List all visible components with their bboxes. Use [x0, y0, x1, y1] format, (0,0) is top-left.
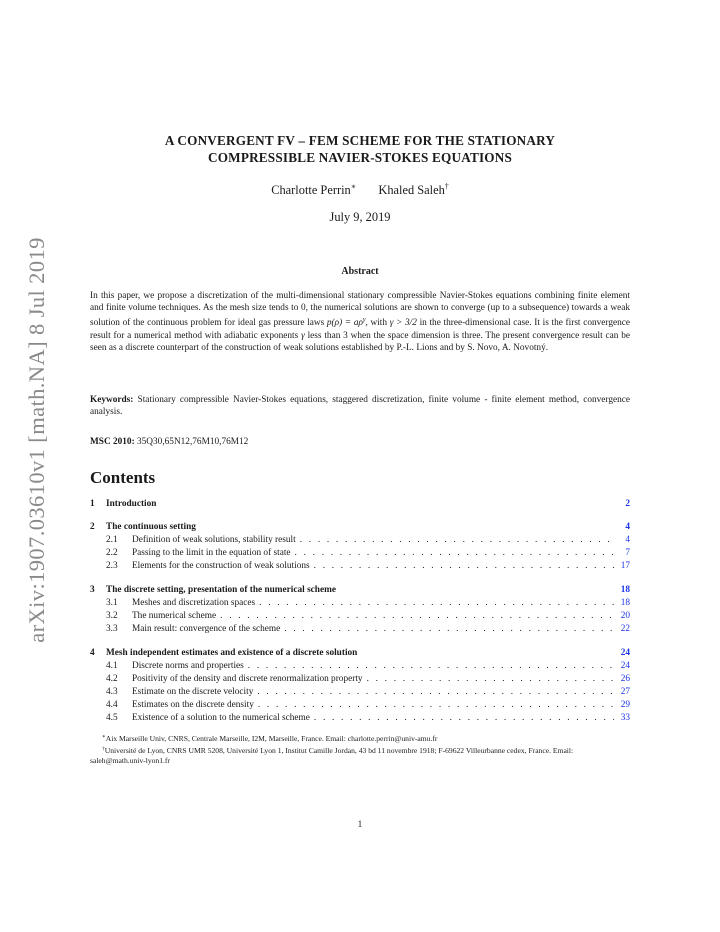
- footnote: [90, 732, 630, 744]
- toc-page-link[interactable]: 18: [620, 598, 630, 608]
- toc-subsection[interactable]: [90, 597, 630, 609]
- toc-subsection[interactable]: [90, 660, 630, 672]
- toc-leader-dots: [248, 660, 614, 672]
- toc-subsection-title: Discrete norms and properties: [132, 661, 244, 671]
- footnote-text: Aix Marseille Univ, CNRS, Centrale Marseille, I2M, Marseille, France. Email: charlotte.perrin@univ-amu.fr: [105, 734, 438, 743]
- toc-page-link[interactable]: 17: [620, 561, 630, 571]
- footnote-text: Université de Lyon, CNRS UMR 5208, Université Lyon 1, Institut Camille Jordan, 43 bd 11 novembre 1918; F-69622 Villeurbanne cedex, France. Email: saleh@math.univ-lyon1.fr: [90, 746, 574, 765]
- toc-page-link[interactable]: 20: [620, 611, 630, 621]
- gamma-symbol: γ: [301, 330, 305, 341]
- toc-page-link[interactable]: 33: [620, 713, 630, 723]
- toc-page-link[interactable]: 2: [625, 499, 630, 509]
- toc-section-number: 2: [90, 522, 95, 532]
- toc-subsection[interactable]: [90, 560, 630, 572]
- toc-page-link[interactable]: 4: [625, 535, 630, 545]
- gamma-condition-formula: γ > 3/2: [389, 318, 417, 329]
- toc-subsection[interactable]: [90, 610, 630, 622]
- toc-subsection-number: 4.3: [106, 687, 118, 697]
- toc-page-link[interactable]: 4: [625, 522, 630, 532]
- keywords-label: Keywords:: [90, 395, 134, 405]
- toc-section-title: Mesh independent estimates and existence of a discrete solution: [106, 648, 358, 658]
- toc-section-number: 3: [90, 585, 95, 595]
- author-list: [90, 182, 630, 198]
- toc-subsection[interactable]: [90, 686, 630, 698]
- toc-leader-dots: [314, 560, 614, 572]
- toc-section-title: The continuous setting: [106, 522, 196, 532]
- toc-page-link[interactable]: 18: [620, 585, 630, 595]
- toc-subsection-title: Estimates on the discrete density: [132, 700, 254, 710]
- toc-subsection-title: Meshes and discretization spaces: [132, 598, 256, 608]
- toc-subsection-number: 2.1: [106, 535, 118, 545]
- pressure-law-formula: $p(\rho) = a\rho^\gamma$: [326, 316, 366, 329]
- toc-subsection[interactable]: [90, 712, 630, 724]
- toc-subsection[interactable]: [90, 534, 630, 546]
- paper-title-line-1: A CONVERGENT FV – FEM SCHEME FOR THE STATIONARY: [164, 133, 556, 148]
- footnote-mark: †: [102, 746, 105, 752]
- toc-leader-dots: [284, 623, 614, 635]
- abstract-text-segment: In this paper, we propose a discretization of the multi-dimensional stationary compressible Navier-Stokes equations combining finite element and finite volume techniques. As the mesh size tends to 0, the numerical solutions are shown to converge (up to a subsequence) towards a weak solution of the continuous problem for ideal gas pressure laws: [90, 291, 630, 329]
- toc-subsection-number: 2.2: [106, 548, 118, 558]
- abstract-text-segment: in the three-dimensional case. It is the first convergence result for a numerical method with adiabatic exponents: [90, 318, 630, 341]
- arxiv-identifier-stamp: arXiv:1907.03610v1 [math.NA] 8 Jul 2019: [24, 237, 49, 643]
- toc-section[interactable]: [90, 647, 630, 659]
- msc-classification: [90, 436, 630, 448]
- page-number: 1: [357, 820, 363, 830]
- contents-heading: Contents: [90, 468, 156, 487]
- toc-page-link[interactable]: 24: [620, 648, 630, 658]
- toc-subsection-title: The numerical scheme: [132, 611, 217, 621]
- toc-page-link[interactable]: 7: [625, 548, 630, 558]
- toc-leader-dots: [367, 673, 614, 685]
- keywords-text: Stationary compressible Navier-Stokes equations, staggered discretization, finite volume - finite element method, convergence analysis.: [90, 395, 630, 418]
- msc-label: MSC 2010:: [90, 437, 135, 447]
- abstract-text-segment: less than 3 when the space dimension is three. The present convergence result can be seen as a discrete counterpart of the construction of weak solutions established by P.-L. Lions and by S. Novo, A. Novotný.: [90, 330, 631, 353]
- toc-page-link[interactable]: 27: [620, 687, 630, 697]
- toc-page-link[interactable]: 26: [620, 674, 630, 684]
- toc-leader-dots: [257, 686, 614, 698]
- toc-leader-dots: [258, 699, 614, 711]
- toc-subsection-number: 4.4: [106, 700, 118, 710]
- toc-subsection-number: 4.2: [106, 674, 118, 684]
- author-footnote-mark: ∗: [350, 182, 357, 191]
- toc-subsection-number: 3.1: [106, 598, 118, 608]
- toc-section[interactable]: [90, 498, 630, 510]
- footnote: [90, 744, 630, 766]
- paper-title-line-2: COMPRESSIBLE NAVIER-STOKES EQUATIONS: [208, 149, 512, 165]
- author-footnote-mark: †: [444, 182, 449, 191]
- toc-section-number: 1: [90, 499, 95, 509]
- toc-subsection-number: 3.3: [106, 624, 118, 634]
- toc-leader-dots: [259, 597, 614, 609]
- toc-section-title: Introduction: [106, 499, 157, 509]
- keywords: [90, 394, 630, 418]
- paper-title: [90, 133, 630, 166]
- footnote-mark: ∗: [102, 734, 106, 740]
- paper-date: July 9, 2019: [329, 210, 391, 224]
- toc-subsection[interactable]: [90, 623, 630, 635]
- msc-codes: 35Q30,65N12,76M10,76M12: [134, 437, 249, 447]
- abstract-heading: Abstract: [341, 266, 379, 277]
- abstract-text-segment: , with: [365, 318, 390, 329]
- toc-subsection[interactable]: [90, 673, 630, 685]
- abstract-body: [90, 290, 630, 354]
- footnotes: [90, 732, 630, 766]
- toc-subsection[interactable]: [90, 547, 630, 559]
- toc-subsection-number: 3.2: [106, 611, 118, 621]
- toc-page-link[interactable]: 29: [620, 700, 630, 710]
- toc-section[interactable]: [90, 584, 630, 596]
- toc-subsection-title: Passing to the limit in the equation of state: [132, 548, 291, 558]
- toc-subsection-number: 2.3: [106, 561, 118, 571]
- toc-leader-dots: [300, 534, 614, 546]
- author-name: Khaled Saleh: [378, 183, 445, 197]
- toc-leader-dots: [295, 547, 614, 559]
- toc-section-title: The discrete setting, presentation of the numerical scheme: [106, 585, 336, 595]
- toc-page-link[interactable]: 22: [620, 624, 630, 634]
- author-name: Charlotte Perrin: [271, 183, 351, 197]
- toc-subsection-title: Definition of weak solutions, stability result: [132, 535, 296, 545]
- toc-leader-dots: [220, 610, 614, 622]
- toc-leader-dots: [314, 712, 614, 724]
- toc-subsection-title: Existence of a solution to the numerical scheme: [132, 713, 310, 723]
- toc-section-number: 4: [90, 648, 95, 658]
- toc-subsection-number: 4.1: [106, 661, 118, 671]
- toc-subsection[interactable]: [90, 699, 630, 711]
- toc-subsection-title: Elements for the construction of weak solutions: [132, 561, 310, 571]
- toc-subsection-title: Main result: convergence of the scheme: [132, 624, 281, 634]
- toc-subsection-number: 4.5: [106, 713, 118, 723]
- toc-subsection-title: Positivity of the density and discrete renormalization property: [132, 674, 363, 684]
- toc-subsection-title: Estimate on the discrete velocity: [132, 687, 254, 697]
- toc-section[interactable]: [90, 521, 630, 533]
- toc-page-link[interactable]: 24: [620, 661, 630, 671]
